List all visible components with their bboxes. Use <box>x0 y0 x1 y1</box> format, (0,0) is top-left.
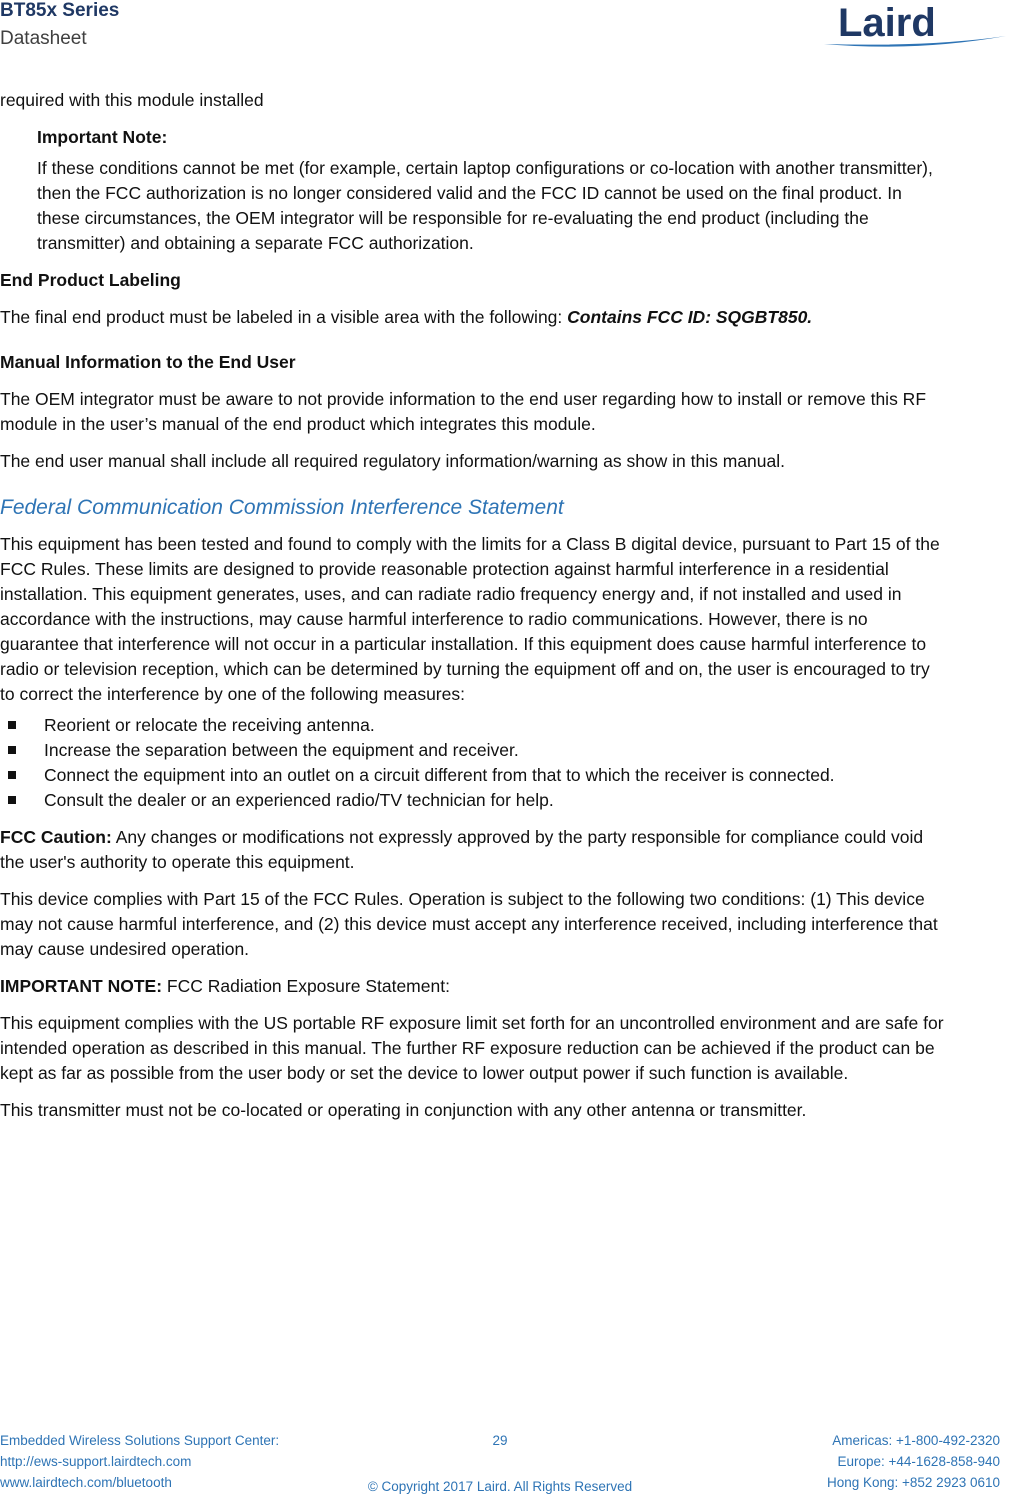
hongkong-phone: Hong Kong: +852 2923 0610 <box>826 1475 1000 1490</box>
manual-info-p1: The OEM integrator must be aware to not provide information to the end user regarding how to install or remove this RF module in the user’s manual of the end product which integrates this module. <box>0 389 927 434</box>
end-product-labeling-text: The final end product must be labeled in a visible area with the following: Contains FCC ID: SQGBT850. <box>0 307 813 327</box>
square-bullet-icon <box>8 796 16 804</box>
fcc-id-label: Contains FCC ID: SQGBT850. <box>567 307 813 327</box>
list-item: Increase the separation between the equipment and receiver. <box>0 738 945 763</box>
laird-logo-text: Laird <box>838 1 936 45</box>
list-item: Consult the dealer or an experienced radio/TV technician for help. <box>0 788 945 813</box>
laird-logo <box>820 0 1010 52</box>
square-bullet-icon <box>8 771 16 779</box>
page-footer <box>0 1430 1010 1493</box>
support-center-label: Embedded Wireless Solutions Support Center: <box>0 1433 280 1448</box>
square-bullet-icon <box>8 721 16 729</box>
important-note <box>37 125 945 256</box>
main-content <box>0 88 945 1135</box>
list-item: Reorient or relocate the receiving antenna. <box>0 713 945 738</box>
support-url-link[interactable]: http://ews-support.lairdtech.com <box>0 1454 192 1469</box>
fcc-section-heading: Federal Communication Commission Interference Statement <box>0 496 564 519</box>
manual-info-heading: Manual Information to the End User <box>0 352 296 372</box>
series-title: BT85x Series <box>0 0 120 21</box>
fcc-section-p2: This device complies with Part 15 of the FCC Rules. Operation is subject to the following two conditions: (1) This device may not cause harmful interference, and (2) this device must accept any interference received, including interference that may cause undesired operation. <box>0 889 938 959</box>
important-note-text: If these conditions cannot be met (for example, certain laptop configurations or co-location with another transmitter), then the FCC authorization is no longer considered valid and the FCC ID cannot be used on the final product. In these circumstances, the OEM integrator will be responsible for re-evaluating the end product (including the transmitter) and obtaining a separate FCC authorization. <box>37 158 933 253</box>
footer-contacts <box>827 1430 1000 1493</box>
square-bullet-icon <box>8 746 16 754</box>
radiation-exposure-note: IMPORTANT NOTE: FCC Radiation Exposure Statement: <box>0 976 450 996</box>
fcc-section-p1: This equipment has been tested and found to comply with the limits for a Class B digital device, pursuant to Part 15 of the FCC Rules. These limits are designed to provide reasonable protection against harmful interference in a residential installation. This equipment generates, uses, and can radiate radio frequency energy and, if not installed and used in accordance with the instructions, may cause harmful interference to radio communications. However, there is no guarantee that interference will not occur in a particular installation. If this equipment does cause harmful interference to radio or television reception, which can be determined by turning the equipment off and on, the user is encouraged to try to correct the interference by one of the following measures: <box>0 534 940 704</box>
page-number: 29 <box>492 1433 508 1448</box>
fcc-caution: FCC Caution: Any changes or modifications not expressly approved by the party responsible for compliance could void the user's authority to operate this equipment. <box>0 827 924 872</box>
measures-list <box>0 713 945 813</box>
document-type: Datasheet <box>0 28 87 49</box>
manual-info-p2: The end user manual shall include all required regulatory information/warning as show in this manual. <box>0 451 786 471</box>
intro-text: required with this module installed <box>0 90 264 110</box>
end-product-labeling-heading: End Product Labeling <box>0 270 181 290</box>
americas-phone: Americas: +1-800-492-2320 <box>832 1433 1000 1448</box>
list-item: Connect the equipment into an outlet on a circuit different from that to which the receiver is connected. <box>0 763 945 788</box>
bluetooth-url-link[interactable]: www.lairdtech.com/bluetooth <box>0 1475 172 1490</box>
europe-phone: Europe: +44-1628-858-940 <box>837 1454 1000 1469</box>
copyright: © Copyright 2017 Laird. All Rights Reserved <box>367 1479 633 1494</box>
important-note-title: Important Note: <box>37 127 168 147</box>
fcc-section-p4: This transmitter must not be co-located or operating in conjunction with any other antenna or transmitter. <box>0 1100 807 1120</box>
fcc-section-p3: This equipment complies with the US portable RF exposure limit set forth for an uncontrolled environment and are safe for intended operation as described in this manual. The further RF exposure reduction can be achieved if the product can be kept as far as possible from the user body or set the device to lower output power if such function is available. <box>0 1013 944 1083</box>
